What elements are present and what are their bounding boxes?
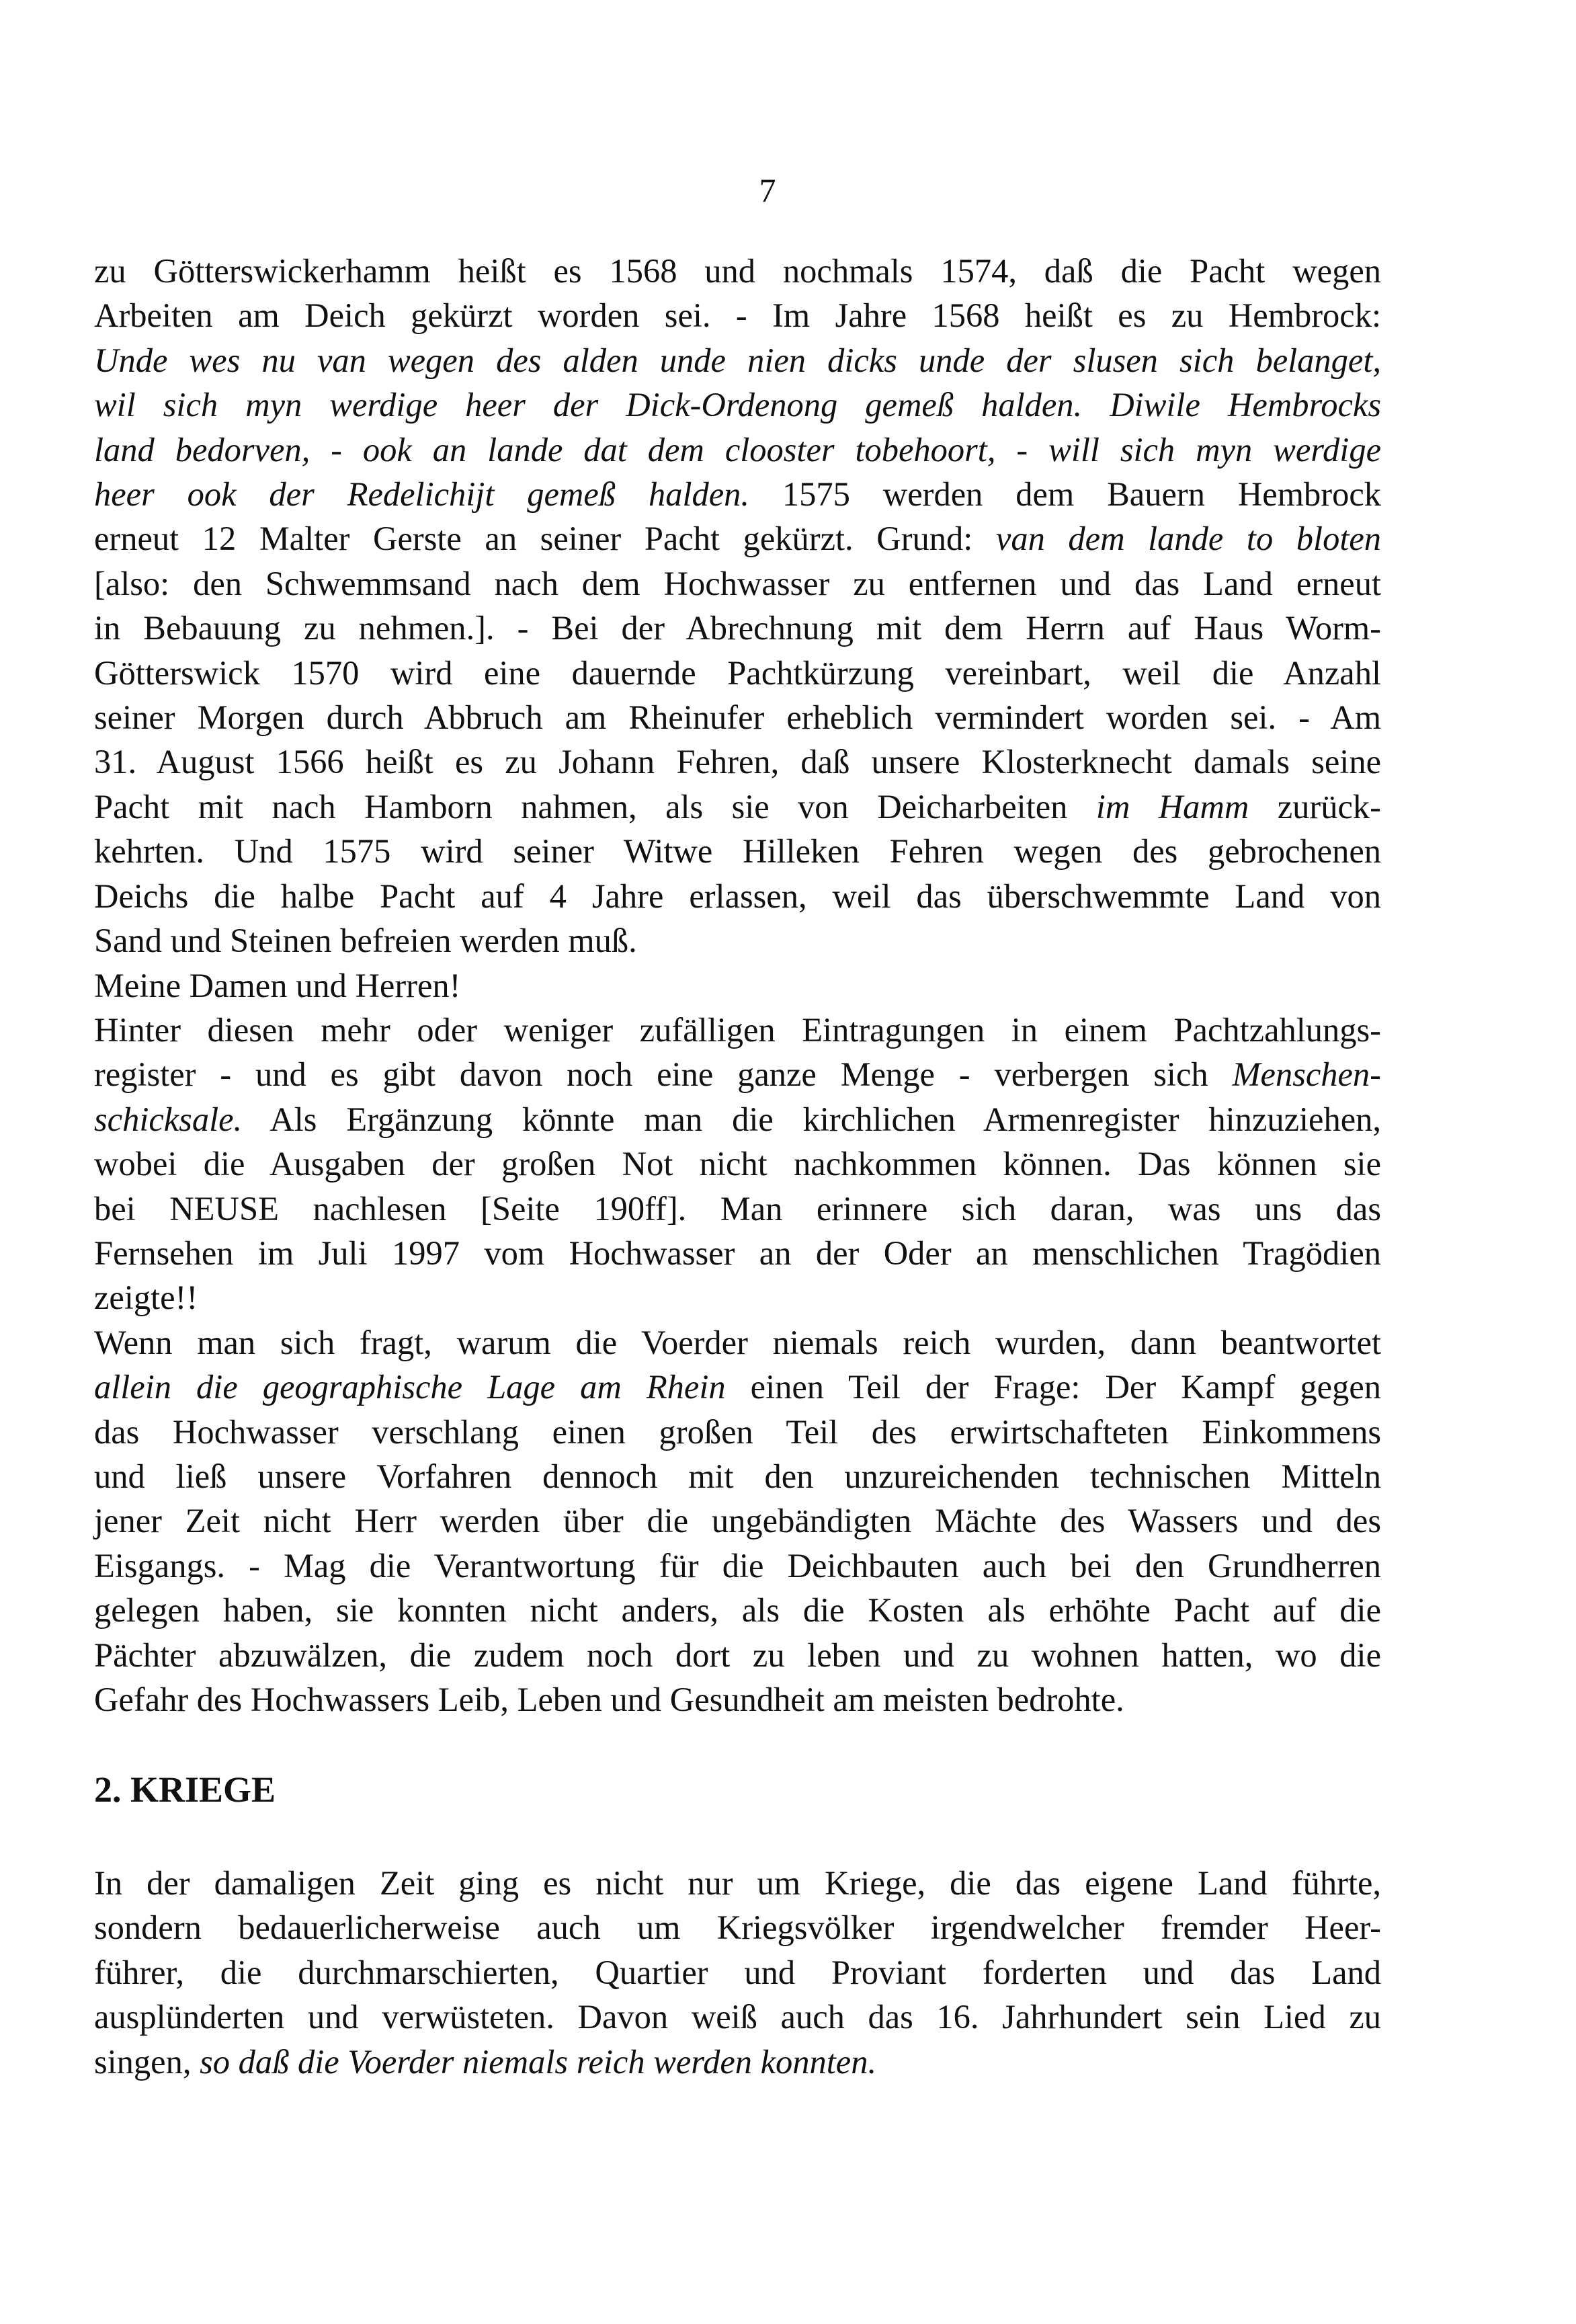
body-text-block (94, 249, 1381, 1722)
section-heading: 2. KRIEGE (94, 1769, 276, 1810)
text-run: Pacht mit nach Hamborn nahmen, als sie von Deicharbeiten (94, 787, 1096, 826)
text-line (94, 1052, 1381, 1096)
text-line: Hinter diesen mehr oder weniger zufälligen Eintragungen in einem Pachtzahlungs- (94, 1010, 1381, 1049)
text-line: kehrten. Und 1575 wird seiner Witwe Hilleken Fehren wegen des gebrochenen (94, 832, 1381, 871)
text-line (94, 785, 1381, 829)
text-line: Arbeiten am Deich gekürzt worden sei. - Im Jahre 1568 heißt es zu Hembrock: (94, 296, 1381, 335)
text-line (94, 472, 1381, 516)
text-line (94, 1097, 1381, 1141)
text-line: Götterswick 1570 wird eine dauernde Pachtkürzung vereinbart, weil die Anzahl (94, 653, 1381, 692)
text-line: in Bebauung zu nehmen.]. - Bei der Abrechnung mit dem Herrn auf Haus Worm- (94, 609, 1381, 647)
page-number: 7 (759, 171, 776, 209)
text-line: seiner Morgen durch Abbruch am Rheinufer erheblich vermindert worden sei. - Am (94, 698, 1381, 737)
text-line: 31. August 1566 heißt es zu Johann Fehren, daß unsere Klosterknecht damals seine (94, 743, 1381, 781)
text-line: und ließ unsere Vorfahren dennoch mit den unzureichenden technischen Mitteln (94, 1457, 1381, 1495)
emphasis: Menschen- (1232, 1055, 1381, 1094)
text-run: 1575 werden dem Bauern Hembrock (749, 475, 1381, 514)
text-line (94, 338, 1381, 383)
emphasis: allein die geographische Lage am Rhein (94, 1368, 726, 1406)
text-line: Fernsehen im Juli 1997 vom Hochwasser an der Oder an menschlichen Tragödien (94, 1234, 1381, 1272)
latin-quote: heer ook der Redelichijt gemeß halden. (94, 475, 750, 514)
emphasis: im Hamm (1095, 787, 1249, 826)
text-run: zurück- (1249, 787, 1381, 826)
text-line: das Hochwasser verschlang einen großen Teil des erwirtschafteten Einkommens (94, 1412, 1381, 1451)
latin-quote: Unde wes nu van wegen des alden unde nien dicks unde der slusen sich belanget, (94, 341, 1381, 379)
text-line: ausplünderten und verwüsteten. Davon weiß auch das 16. Jahrhundert sein Lied zu (94, 1998, 1381, 2036)
text-run: Als Ergänzung könnte man die kirchlichen Armenregister hinzuziehen, (242, 1100, 1381, 1138)
text-line: Deichs die halbe Pacht auf 4 Jahre erlassen, weil das überschwemmte Land von (94, 877, 1381, 915)
text-line: Sand und Steinen befreien werden muß. (94, 922, 637, 960)
text-line: In der damaligen Zeit ging es nicht nur um Kriege, die das eigene Land führte, (94, 1864, 1381, 1902)
text-line: Meine Damen und Herren! (94, 966, 461, 1004)
text-line: bei NEUSE nachlesen [Seite 190ff]. Man erinnere sich daran, was uns das (94, 1189, 1381, 1228)
text-run: singen, (94, 2042, 200, 2081)
latin-quote: wil sich myn werdige heer der Dick-Ordenong gemeß halden. Diwile Hembrocks (94, 386, 1381, 424)
text-line: zeigte!! (94, 1279, 198, 1317)
text-line: [also: den Schwemmsand nach dem Hochwasser zu entfernen und das Land erneut (94, 564, 1381, 602)
text-line: Pächter abzuwälzen, die zudem noch dort zu leben und zu wohnen hatten, wo die (94, 1636, 1381, 1674)
text-line: Gefahr des Hochwassers Leib, Leben und Gesundheit am meisten bedrohte. (94, 1681, 1124, 1718)
text-line: gelegen haben, sie konnten nicht anders, als die Kosten als erhöhte Pacht auf die (94, 1591, 1381, 1630)
text-run: register - und es gibt davon noch eine ganze Menge - verbergen sich (94, 1055, 1233, 1094)
text-line (94, 428, 1381, 472)
emphasis: so daß die Voerder niemals reich werden konnten. (200, 2042, 877, 2081)
latin-quote: van dem lande to bloten (995, 520, 1382, 558)
text-line: sondern bedauerlicherweise auch um Kriegsvölker irgendwelcher fremder Heer- (94, 1909, 1381, 1947)
text-line: wobei die Ausgaben der großen Not nicht nachkommen können. Das können sie (94, 1145, 1381, 1183)
text-line (94, 516, 1381, 561)
body-text-block (94, 1861, 1381, 2084)
text-line (94, 1365, 1381, 1409)
text-line: Eisgangs. - Mag die Verantwortung für die Deichbauten auch bei den Grundherren (94, 1546, 1381, 1585)
text-run: einen Teil der Frage: Der Kampf gegen (725, 1368, 1382, 1406)
text-line: führer, die durchmarschierten, Quartier und Proviant forderten und das Land (94, 1953, 1381, 1991)
text-line: Wenn man sich fragt, warum die Voerder niemals reich wurden, dann beantwortet (94, 1323, 1381, 1361)
text-line: jener Zeit nicht Herr werden über die ungebändigten Mächte des Wassers und des (94, 1502, 1381, 1540)
text-line (94, 383, 1381, 427)
text-line: zu Götterswickerhamm heißt es 1568 und nochmals 1574, daß die Pacht wegen (94, 252, 1381, 290)
emphasis: schicksale. (94, 1100, 243, 1138)
text-line (94, 2040, 1381, 2084)
text-run: erneut 12 Malter Gerste an seiner Pacht gekürzt. Grund: (94, 520, 996, 558)
latin-quote: land bedorven, - ook an lande dat dem clooster tobehoort, - will sich myn werdige (94, 430, 1381, 469)
